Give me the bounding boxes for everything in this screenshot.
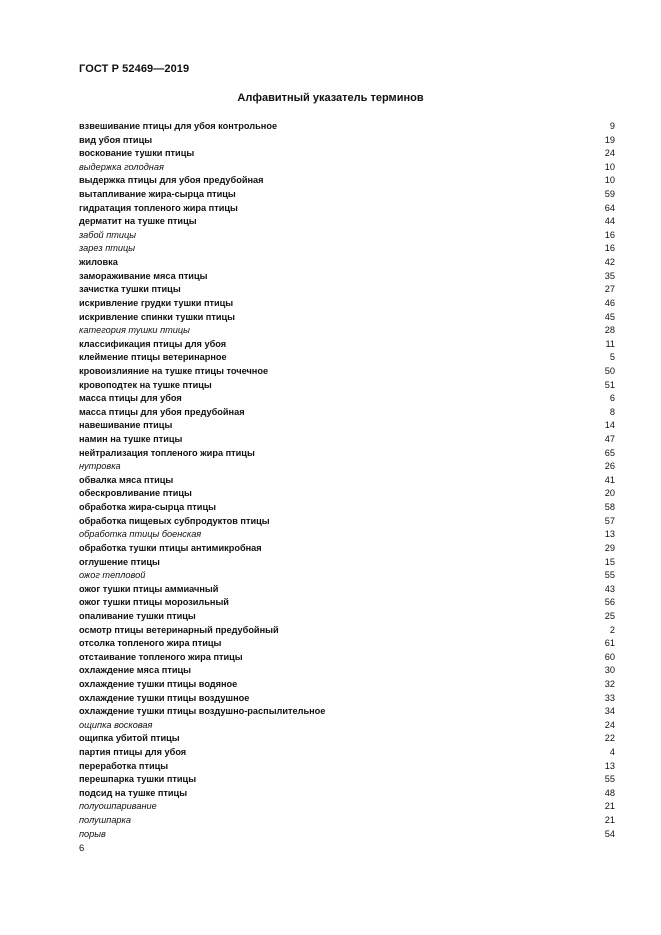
- index-page-ref: 16: [604, 229, 615, 240]
- index-entry: [79, 610, 615, 624]
- index-page-ref: 25: [604, 610, 615, 621]
- index-entry: [79, 365, 615, 379]
- index-page-ref: 44: [604, 216, 615, 227]
- index-term: забой птицы: [79, 229, 137, 240]
- index-entry: [79, 787, 615, 801]
- index-entry: [79, 760, 615, 774]
- index-term: категория тушки птицы: [79, 325, 190, 336]
- index-term: отсолка топленого жира птицы: [79, 638, 222, 649]
- index-page-ref: 21: [604, 815, 615, 826]
- index-entry: [79, 583, 615, 597]
- index-page-ref: 4: [609, 747, 615, 758]
- index-entry: [79, 161, 615, 175]
- index-entry: [79, 515, 615, 529]
- index-term: выдержка голодная: [79, 161, 164, 172]
- index-term: обескровливание птицы: [79, 488, 192, 499]
- index-entry: [79, 501, 615, 515]
- index-entry: [79, 242, 615, 256]
- index-page-ref: 21: [604, 801, 615, 812]
- index-term: ожог тушки птицы аммиачный: [79, 583, 219, 594]
- index-page-ref: 33: [604, 692, 615, 703]
- index-term: обработка пищевых субпродуктов птицы: [79, 515, 270, 526]
- index-page-ref: 46: [604, 297, 615, 308]
- index-term: дерматит на тушке птицы: [79, 216, 197, 227]
- index-page-ref: 6: [609, 393, 615, 404]
- index-entry: [79, 379, 615, 393]
- index-term: искривление спинки тушки птицы: [79, 311, 235, 322]
- index-entry: [79, 732, 615, 746]
- index-entry: [79, 447, 615, 461]
- document-code: ГОСТ Р 52469—2019: [79, 63, 190, 75]
- index-term: масса птицы для убоя: [79, 393, 182, 404]
- index-page-ref: 45: [604, 311, 615, 322]
- index-term: кровоподтек на тушке птицы: [79, 379, 212, 390]
- index-page-ref: 35: [604, 270, 615, 281]
- index-entry: [79, 542, 615, 556]
- index-page-ref: 16: [604, 243, 615, 254]
- index-term: подсид на тушке птицы: [79, 787, 188, 798]
- index-entry: [79, 828, 615, 842]
- index-page-ref: 54: [604, 828, 615, 839]
- index-entry: [79, 556, 615, 570]
- index-page-ref: 47: [604, 434, 615, 445]
- index-page-ref: 27: [604, 284, 615, 295]
- index-entry: [79, 637, 615, 651]
- index-page-ref: 22: [604, 733, 615, 744]
- index-entry: [79, 215, 615, 229]
- index-term: охлаждение тушки птицы воздушное: [79, 692, 250, 703]
- index-term: зачистка тушки птицы: [79, 284, 181, 295]
- index-term: навешивание птицы: [79, 420, 173, 431]
- index-term: ожог тушки птицы морозильный: [79, 597, 229, 608]
- index-page-ref: 8: [609, 406, 615, 417]
- index-page-ref: 13: [604, 529, 615, 540]
- index-page-ref: 55: [604, 570, 615, 581]
- index-term: зарез птицы: [79, 243, 136, 254]
- index-term: вид убоя птицы: [79, 134, 153, 145]
- index-page-ref: 58: [604, 502, 615, 513]
- index-entry: [79, 311, 615, 325]
- index-term: охлаждение тушки птицы водяное: [79, 678, 238, 689]
- index-term: полушпарка: [79, 815, 131, 826]
- index-term: осмотр птицы ветеринарный предубойный: [79, 624, 279, 635]
- index-term: воскование тушки птицы: [79, 148, 195, 159]
- index-term: охлаждение мяса птицы: [79, 665, 191, 676]
- index-entry: [79, 474, 615, 488]
- index-term: нутровка: [79, 461, 121, 472]
- index-entry: [79, 419, 615, 433]
- index-page-ref: 34: [604, 706, 615, 717]
- index-page-ref: 20: [604, 488, 615, 499]
- index-term: партия птицы для убоя: [79, 747, 187, 758]
- index-term: вытапливание жира-сырца птицы: [79, 189, 236, 200]
- index-term: замораживание мяса птицы: [79, 270, 208, 281]
- index-page-ref: 10: [604, 175, 615, 186]
- index-entry: [79, 406, 615, 420]
- index-page-ref: 41: [604, 474, 615, 485]
- index-page-ref: 15: [604, 556, 615, 567]
- index-page-ref: 57: [604, 515, 615, 526]
- index-term: клеймение птицы ветеринарное: [79, 352, 227, 363]
- index-entry: [79, 800, 615, 814]
- index-entry: [79, 392, 615, 406]
- index-page-ref: 56: [604, 597, 615, 608]
- index-page-ref: 43: [604, 583, 615, 594]
- index-page-ref: 42: [604, 257, 615, 268]
- index-term: классификация птицы для убоя: [79, 338, 227, 349]
- index-term: охлаждение тушки птицы воздушно-распылительное: [79, 706, 326, 717]
- index-page-ref: 55: [604, 774, 615, 785]
- index-page-ref: 48: [604, 787, 615, 798]
- index-term: отстаивание топленого жира птицы: [79, 651, 243, 662]
- index-term: взвешивание птицы для убоя контрольное: [79, 121, 278, 131]
- index-page-ref: 2: [609, 624, 615, 635]
- index-term: обработка птицы боенская: [79, 529, 202, 540]
- index-page-ref: 60: [604, 651, 615, 662]
- index-entry: [79, 351, 615, 365]
- index-page-ref: 51: [604, 379, 615, 390]
- index-page-ref: 19: [604, 134, 615, 145]
- index-term: выдержка птицы для убоя предубойная: [79, 175, 264, 186]
- index-entry: [79, 147, 615, 161]
- index-term: перешпарка тушки птицы: [79, 774, 197, 785]
- index-entry: [79, 120, 615, 134]
- index-page-ref: 29: [604, 542, 615, 553]
- index-page-ref: 24: [604, 148, 615, 159]
- index-entry: [79, 270, 615, 284]
- index-term: кровоизлияние на тушке птицы точечное: [79, 365, 269, 376]
- index-entry: [79, 487, 615, 501]
- index-entry: [79, 746, 615, 760]
- index-page-ref: 26: [604, 461, 615, 472]
- index-entry: [79, 460, 615, 474]
- index-term: обработка жира-сырца птицы: [79, 502, 216, 513]
- index-entry: [79, 664, 615, 678]
- index-entry: [79, 773, 615, 787]
- index-term: гидратация топленого жира птицы: [79, 202, 238, 213]
- index-term: ощипка восковая: [79, 719, 153, 730]
- index-entry: [79, 324, 615, 338]
- index-term: ощипка убитой птицы: [79, 733, 180, 744]
- index-entry: [79, 256, 615, 270]
- index-term: намин на тушке птицы: [79, 434, 183, 445]
- index-entry: [79, 651, 615, 665]
- index-page-ref: 24: [604, 719, 615, 730]
- index-entry: [79, 229, 615, 243]
- index-page-ref: 65: [604, 447, 615, 458]
- index-page-ref: 50: [604, 365, 615, 376]
- index-entry: [79, 596, 615, 610]
- index-term: искривление грудки тушки птицы: [79, 297, 234, 308]
- index-page-ref: 32: [604, 678, 615, 689]
- index-term: оглушение птицы: [79, 556, 160, 567]
- index-page-ref: 64: [604, 202, 615, 213]
- index-page-ref: 61: [604, 638, 615, 649]
- index-page-ref: 59: [604, 189, 615, 200]
- index-entry: [79, 134, 615, 148]
- index-entry: [79, 297, 615, 311]
- index-term: обвалка мяса птицы: [79, 474, 174, 485]
- index-entry: [79, 624, 615, 638]
- index-page-ref: 9: [609, 121, 615, 131]
- section-title: Алфавитный указатель терминов: [237, 92, 424, 104]
- page-number: 6: [79, 843, 85, 854]
- index-entry: [79, 338, 615, 352]
- index-page-ref: 10: [604, 161, 615, 172]
- index-entry: [79, 283, 615, 297]
- index-entry: [79, 528, 615, 542]
- index-entry: [79, 705, 615, 719]
- index-entry: [79, 569, 615, 583]
- index-page-ref: 30: [604, 665, 615, 676]
- index-term: порыв: [79, 828, 106, 839]
- index-term: переработка птицы: [79, 760, 169, 771]
- index-page-ref: 5: [609, 352, 615, 363]
- index-entry: [79, 433, 615, 447]
- index-entry: [79, 678, 615, 692]
- index-entry: [79, 719, 615, 733]
- index-term: масса птицы для убоя предубойная: [79, 406, 245, 417]
- index-entry: [79, 174, 615, 188]
- term-index-list: [79, 120, 615, 841]
- index-term: нейтрализация топленого жира птицы: [79, 447, 255, 458]
- index-entry: [79, 188, 615, 202]
- index-page-ref: 14: [604, 420, 615, 431]
- index-page-ref: 11: [605, 338, 615, 349]
- index-page-ref: 13: [604, 760, 615, 771]
- index-entry: [79, 202, 615, 216]
- index-page-ref: 28: [604, 325, 615, 336]
- index-entry: [79, 814, 615, 828]
- index-term: полуошпаривание: [79, 801, 157, 812]
- index-entry: [79, 692, 615, 706]
- index-term: обработка тушки птицы антимикробная: [79, 542, 262, 553]
- index-term: ожог тепловой: [79, 570, 146, 581]
- index-term: опаливание тушки птицы: [79, 610, 196, 621]
- index-term: жиловка: [79, 257, 118, 268]
